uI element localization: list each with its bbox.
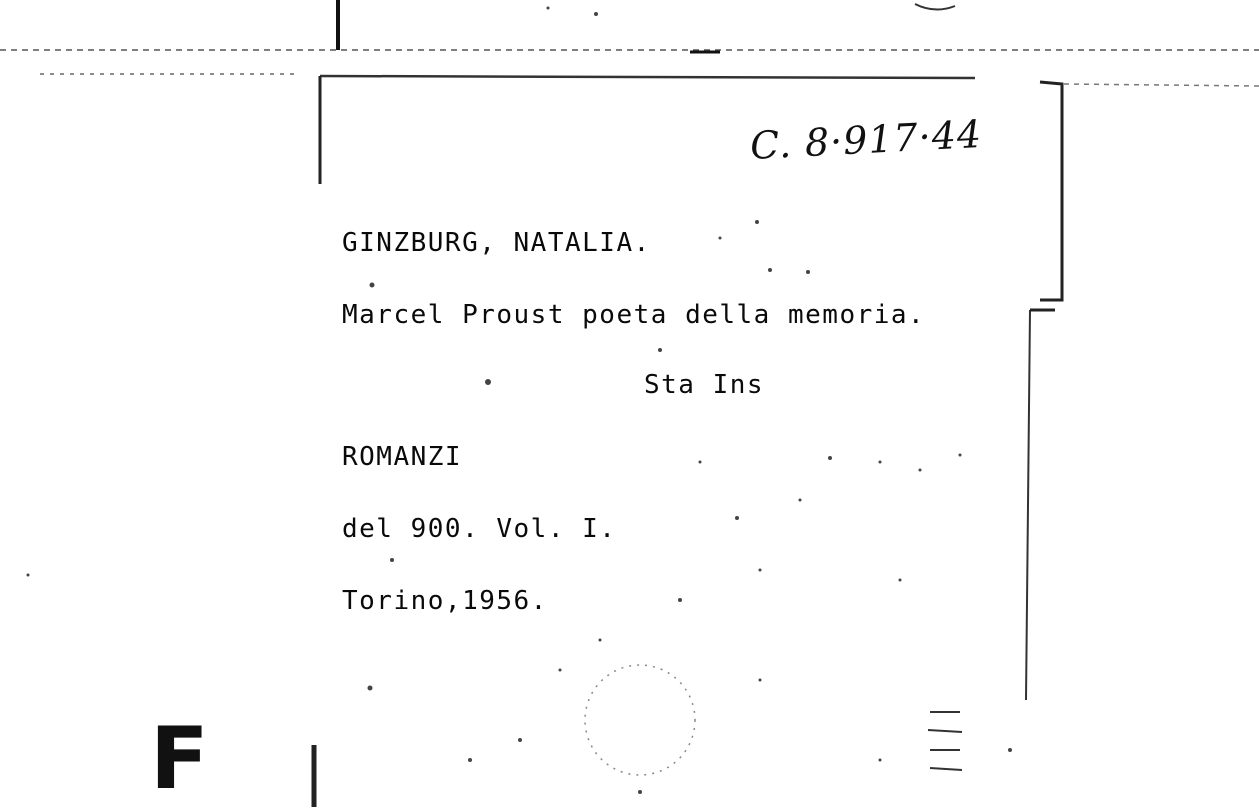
- card-top-border: [320, 76, 975, 78]
- location-line: Sta Ins: [644, 370, 765, 400]
- author-line: GINZBURG, NATALIA.: [342, 228, 651, 258]
- imprint-line: Torino,1956.: [342, 586, 548, 616]
- right-dash-line: [1064, 84, 1259, 86]
- ring-stain: [585, 665, 695, 775]
- top-right-stamp-mark: [915, 4, 955, 10]
- card-right-border: [1026, 310, 1030, 700]
- series-line: ROMANZI: [342, 442, 463, 472]
- edge-letter: F: [150, 709, 209, 809]
- right-bracket-mark: [1040, 82, 1062, 300]
- title-line: Marcel Proust poeta della memoria.: [342, 300, 926, 330]
- stamp-marks: [928, 712, 962, 770]
- handwritten-shelfmark: C. 8·917·44: [749, 111, 984, 169]
- volume-line: del 900. Vol. I.: [342, 514, 617, 544]
